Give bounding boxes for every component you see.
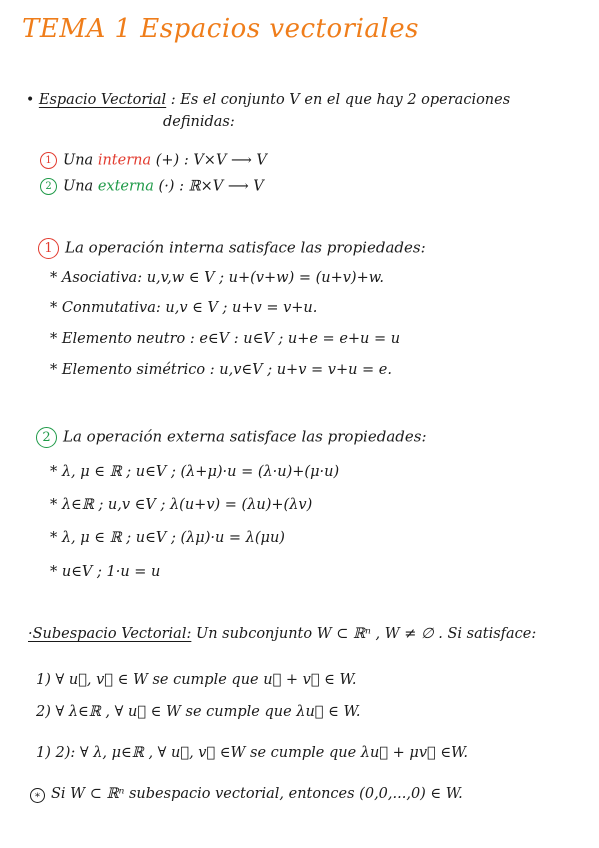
subspace-note [30,786,463,803]
vector-space-definition-text: : Es el conjunto V en el que hay 2 operaciones [170,92,511,108]
external-prop-1: * λ, μ ∈ ℝ ; u∈V ; (λ+μ)·u = (λ·u)+(μ·u) [50,464,340,480]
vector-space-definition [26,92,510,108]
external-heading: 2 La operación externa satisface las propiedades: [36,427,427,448]
number-badge-1: 1 [40,152,57,169]
external-prop-2: * λ∈ℝ ; u,v ∈V ; λ(u+v) = (λu)+(λv) [50,497,313,513]
operation-internal: 1 Una interna (+) : V×V ⟶ V [40,152,267,169]
subspace-definition-text: Un subconjunto W ⊂ ℝⁿ , W ≠ ∅ . Si satisface: [191,626,537,642]
internal-prop-commutative: * Conmutativa: u,v ∈ V ; u+v = v+u. [50,300,318,316]
note-mark-icon: ∗ [30,788,45,803]
number-badge-2: 2 [40,178,57,195]
subspace-label: ·Subespacio Vectorial: [28,626,192,642]
internal-prop-symmetric: * Elemento simétrico : u,v∈V ; u+v = v+u = e. [50,362,392,378]
subspace-definition [28,626,536,642]
vector-space-label: Espacio Vectorial [38,92,167,108]
number-badge-1: 1 [38,238,59,259]
internal-prop-associative: * Asociativa: u,v,w ∈ V ; u+(v+w) = (u+v)+w. [50,270,385,286]
subspace-condition-2: 2) ∀ λ∈ℝ , ∀ u⃗ ∈ W se cumple que λu⃗ ∈ W. [36,704,361,720]
number-badge-2: 2 [36,427,57,448]
page-title: TEMA 1 Espacios vectoriales [22,14,419,44]
subspace-condition-1: 1) ∀ u⃗, v⃗ ∈ W se cumple que u⃗ + v⃗ ∈ W. [36,672,357,688]
bullet: • [26,92,35,108]
external-prop-4: * u∈V ; 1·u = u [50,564,161,580]
subspace-note-text: Si W ⊂ ℝⁿ subespacio vectorial, entonces (0,0,...,0) ∈ W. [51,786,463,802]
operation-external: 2 Una externa (·) : ℝ×V ⟶ V [40,178,264,195]
internal-word: interna [97,152,152,169]
internal-prop-neutral: * Elemento neutro : e∈V : u∈V ; u+e = e+u = u [50,331,401,347]
external-prop-3: * λ, μ ∈ ℝ ; u∈V ; (λμ)·u = λ(μu) [50,530,285,546]
subspace-condition-combined: 1) 2): ∀ λ, μ∈ℝ , ∀ u⃗, v⃗ ∈W se cumple que λu⃗ + μv⃗ ∈W. [36,745,469,761]
internal-heading: 1 La operación interna satisface las propiedades: [38,238,426,259]
vector-space-definition-cont: definidas: [163,114,235,130]
external-word: externa [97,178,154,195]
